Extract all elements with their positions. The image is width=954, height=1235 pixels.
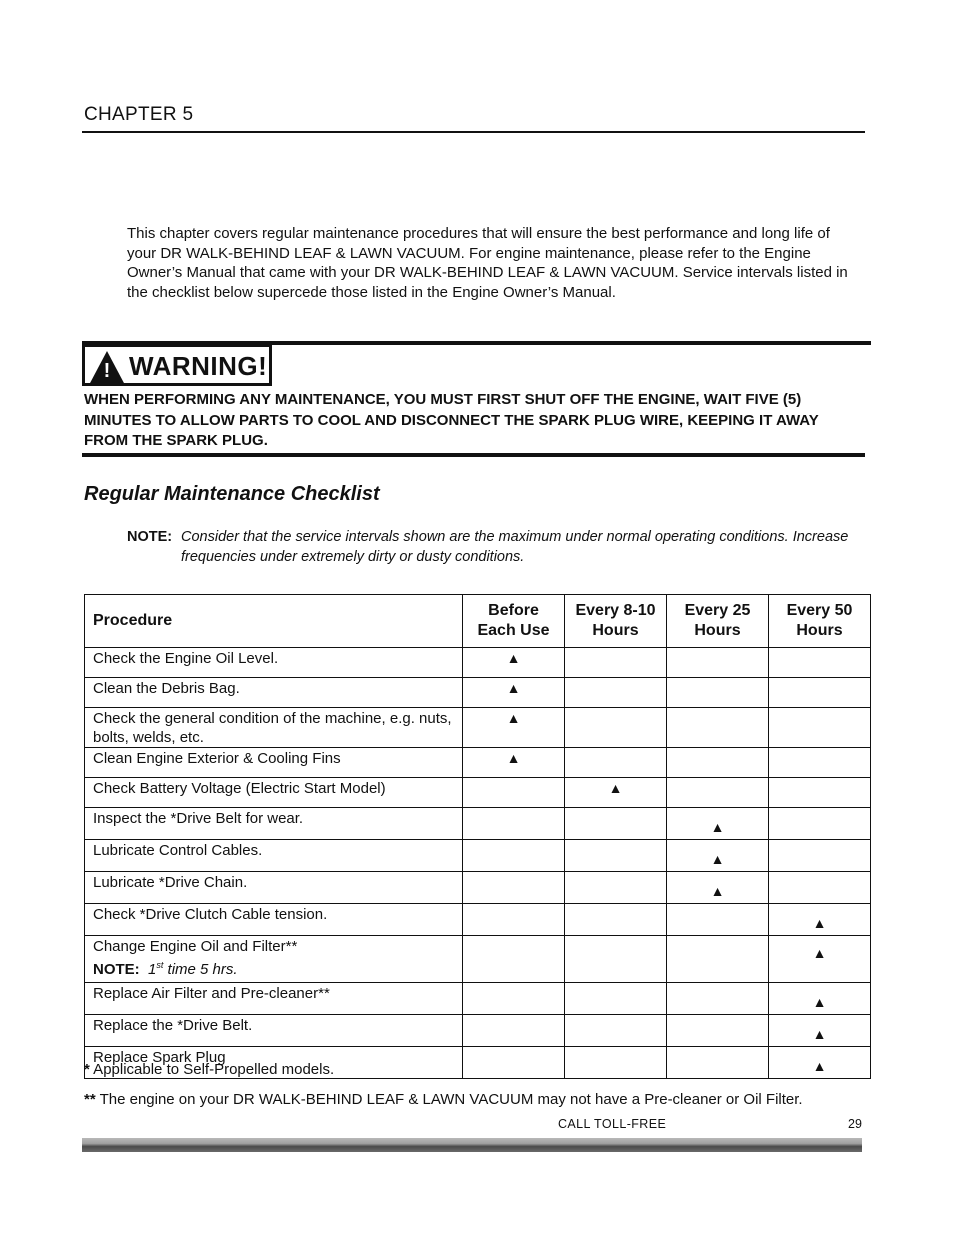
empty-cell	[565, 1047, 667, 1079]
empty-cell	[667, 1047, 769, 1079]
empty-cell	[769, 778, 871, 808]
empty-cell	[667, 678, 769, 708]
interval-mark: ▲	[769, 983, 871, 1015]
table-row	[85, 708, 871, 748]
empty-cell	[769, 678, 871, 708]
table-row	[85, 678, 871, 708]
empty-cell	[463, 808, 565, 840]
chapter-divider	[82, 131, 865, 133]
table-row	[85, 1015, 871, 1047]
empty-cell	[463, 872, 565, 904]
procedure-cell: Clean Engine Exterior & Cooling Fins	[85, 748, 463, 778]
checklist-note	[127, 527, 867, 567]
header-procedure: Procedure	[85, 595, 463, 648]
table-row	[85, 778, 871, 808]
empty-cell	[769, 708, 871, 748]
procedure-cell: Lubricate Control Cables.	[85, 840, 463, 872]
intro-paragraph: This chapter covers regular maintenance procedures that will ensure the best performance and long life of your DR WALK-BEHIND LEAF & LAWN VACUUM. For engine maintenance, please refer to the Engine Owner’s Manual that came with your DR WALK-BEHIND LEAF & LAWN VACUUM. Service intervals listed in the checklist below supercede those listed in the Engine Owner’s Manual.	[127, 225, 848, 301]
procedure-cell: Check *Drive Clutch Cable tension.	[85, 904, 463, 936]
interval-mark: ▲	[769, 1015, 871, 1047]
sub-note-label: NOTE:	[93, 961, 140, 978]
empty-cell	[463, 904, 565, 936]
sub-note-sup: st	[156, 960, 164, 970]
empty-cell	[565, 678, 667, 708]
header-before-each-use: Before Each Use	[463, 595, 565, 648]
empty-cell	[565, 936, 667, 983]
empty-cell	[769, 648, 871, 678]
footnote-text: The engine on your DR WALK-BEHIND LEAF & LAWN VACUUM may not have a Pre-cleaner or Oil Filter.	[95, 1091, 803, 1108]
empty-cell	[463, 1047, 565, 1079]
interval-mark: ▲	[667, 840, 769, 872]
empty-cell	[565, 840, 667, 872]
empty-cell	[565, 808, 667, 840]
footnote-mark: **	[84, 1091, 96, 1108]
interval-mark: ▲	[463, 648, 565, 678]
interval-mark: ▲	[463, 708, 565, 748]
table-header-row	[85, 595, 871, 648]
page-number: 29	[848, 1117, 862, 1131]
interval-mark: ▲	[769, 904, 871, 936]
empty-cell	[667, 1015, 769, 1047]
warning-bottom-rule	[82, 453, 865, 457]
table-row	[85, 648, 871, 678]
note-text: Consider that the service intervals shown are the maximum under normal operating conditions. Increase frequencies under extremely dirty or dusty conditions.	[181, 529, 849, 565]
sub-note-suffix: time 5 hrs.	[163, 961, 238, 978]
procedure-cell: Check the general condition of the machine, e.g. nuts, bolts, welds, etc.	[85, 708, 463, 748]
table-row	[85, 936, 871, 983]
empty-cell	[667, 904, 769, 936]
footnote-self-propelled	[84, 1061, 334, 1078]
note-label: NOTE:	[127, 529, 173, 545]
procedure-text: Change Engine Oil and Filter**	[93, 938, 298, 955]
procedure-cell	[85, 936, 463, 983]
empty-cell	[463, 1015, 565, 1047]
interval-mark: ▲	[667, 808, 769, 840]
section-title: Regular Maintenance Checklist	[84, 483, 380, 505]
interval-mark: ▲	[463, 678, 565, 708]
header-every-8-10-hours: Every 8-10 Hours	[565, 595, 667, 648]
footnote-text: Applicable to Self-Propelled models.	[89, 1061, 335, 1078]
empty-cell	[565, 1015, 667, 1047]
empty-cell	[565, 872, 667, 904]
empty-cell	[769, 748, 871, 778]
empty-cell	[667, 936, 769, 983]
footer-bar	[82, 1138, 862, 1152]
procedure-cell: Replace the *Drive Belt.	[85, 1015, 463, 1047]
table-row	[85, 904, 871, 936]
empty-cell	[667, 648, 769, 678]
empty-cell	[667, 748, 769, 778]
warning-text: WHEN PERFORMING ANY MAINTENANCE, YOU MUST FIRST SHUT OFF THE ENGINE, WAIT FIVE (5) MINUTES TO ALLOW PARTS TO COOL AND DISCONNECT THE SPARK PLUG WIRE, KEEPING IT AWAY FROM THE SPARK PLUG.	[84, 391, 819, 449]
empty-cell	[667, 983, 769, 1015]
empty-cell	[769, 808, 871, 840]
footer-call-toll-free: CALL TOLL-FREE	[558, 1117, 667, 1131]
interval-mark: ▲	[667, 872, 769, 904]
empty-cell	[565, 708, 667, 748]
footnote-mark: *	[84, 1061, 90, 1078]
table-row	[85, 983, 871, 1015]
empty-cell	[463, 840, 565, 872]
empty-cell	[565, 983, 667, 1015]
chapter-heading: CHAPTER 5	[84, 104, 194, 125]
table-row	[85, 808, 871, 840]
empty-cell	[463, 983, 565, 1015]
empty-cell	[463, 936, 565, 983]
sub-note-prefix: 1	[148, 961, 157, 978]
empty-cell	[667, 708, 769, 748]
empty-cell	[667, 778, 769, 808]
empty-cell	[565, 904, 667, 936]
procedure-cell: Check Battery Voltage (Electric Start Model)	[85, 778, 463, 808]
procedure-cell: Replace Spark Plug	[85, 1047, 463, 1079]
table-row	[85, 840, 871, 872]
interval-mark: ▲	[769, 936, 871, 983]
table-row	[85, 748, 871, 778]
procedure-cell: Clean the Debris Bag.	[85, 678, 463, 708]
header-every-25-hours: Every 25 Hours	[667, 595, 769, 648]
procedure-cell: Replace Air Filter and Pre-cleaner**	[85, 983, 463, 1015]
interval-mark: ▲	[565, 778, 667, 808]
procedure-cell: Inspect the *Drive Belt for wear.	[85, 808, 463, 840]
warning-word: WARNING!	[129, 351, 268, 381]
maintenance-checklist-table	[84, 594, 871, 1079]
footnote-pre-cleaner	[84, 1091, 803, 1108]
empty-cell	[769, 872, 871, 904]
procedure-cell: Lubricate *Drive Chain.	[85, 872, 463, 904]
empty-cell	[769, 840, 871, 872]
table-row	[85, 872, 871, 904]
warning-exclamation: !	[103, 360, 111, 382]
header-every-50-hours: Every 50 Hours	[769, 595, 871, 648]
interval-mark: ▲	[463, 748, 565, 778]
empty-cell	[565, 748, 667, 778]
empty-cell	[463, 778, 565, 808]
empty-cell	[565, 648, 667, 678]
procedure-sub-note	[93, 956, 454, 979]
interval-mark: ▲	[769, 1047, 871, 1079]
procedure-cell: Check the Engine Oil Level.	[85, 648, 463, 678]
warning-badge	[82, 344, 272, 386]
